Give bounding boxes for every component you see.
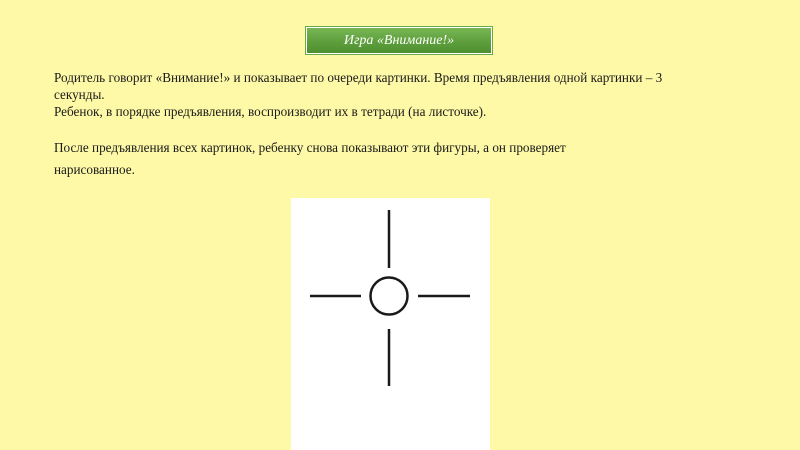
instructions-line-1: Родитель говорит «Внимание!» и показывает по очереди картинки. Время предъявления одной картинки – 3 [54,70,663,85]
slide-title: Игра «Внимание!» [343,32,455,48]
instructions-line-2: секунды. [54,87,105,102]
figure-card [291,198,490,450]
check-line-1: После предъявления всех картинок, ребенку снова показывают эти фигуры, а он проверяет [54,140,566,155]
check-line-2: нарисованное. [54,162,135,177]
instructions-paragraph [54,69,774,120]
title-banner [306,27,492,54]
figure-circle [371,278,408,315]
instructions-line-3: Ребенок, в порядке предъявления, воспроизводит их в тетради (на листочке). [54,104,487,119]
check-paragraph [54,137,694,181]
crosshair-figure [291,198,490,450]
